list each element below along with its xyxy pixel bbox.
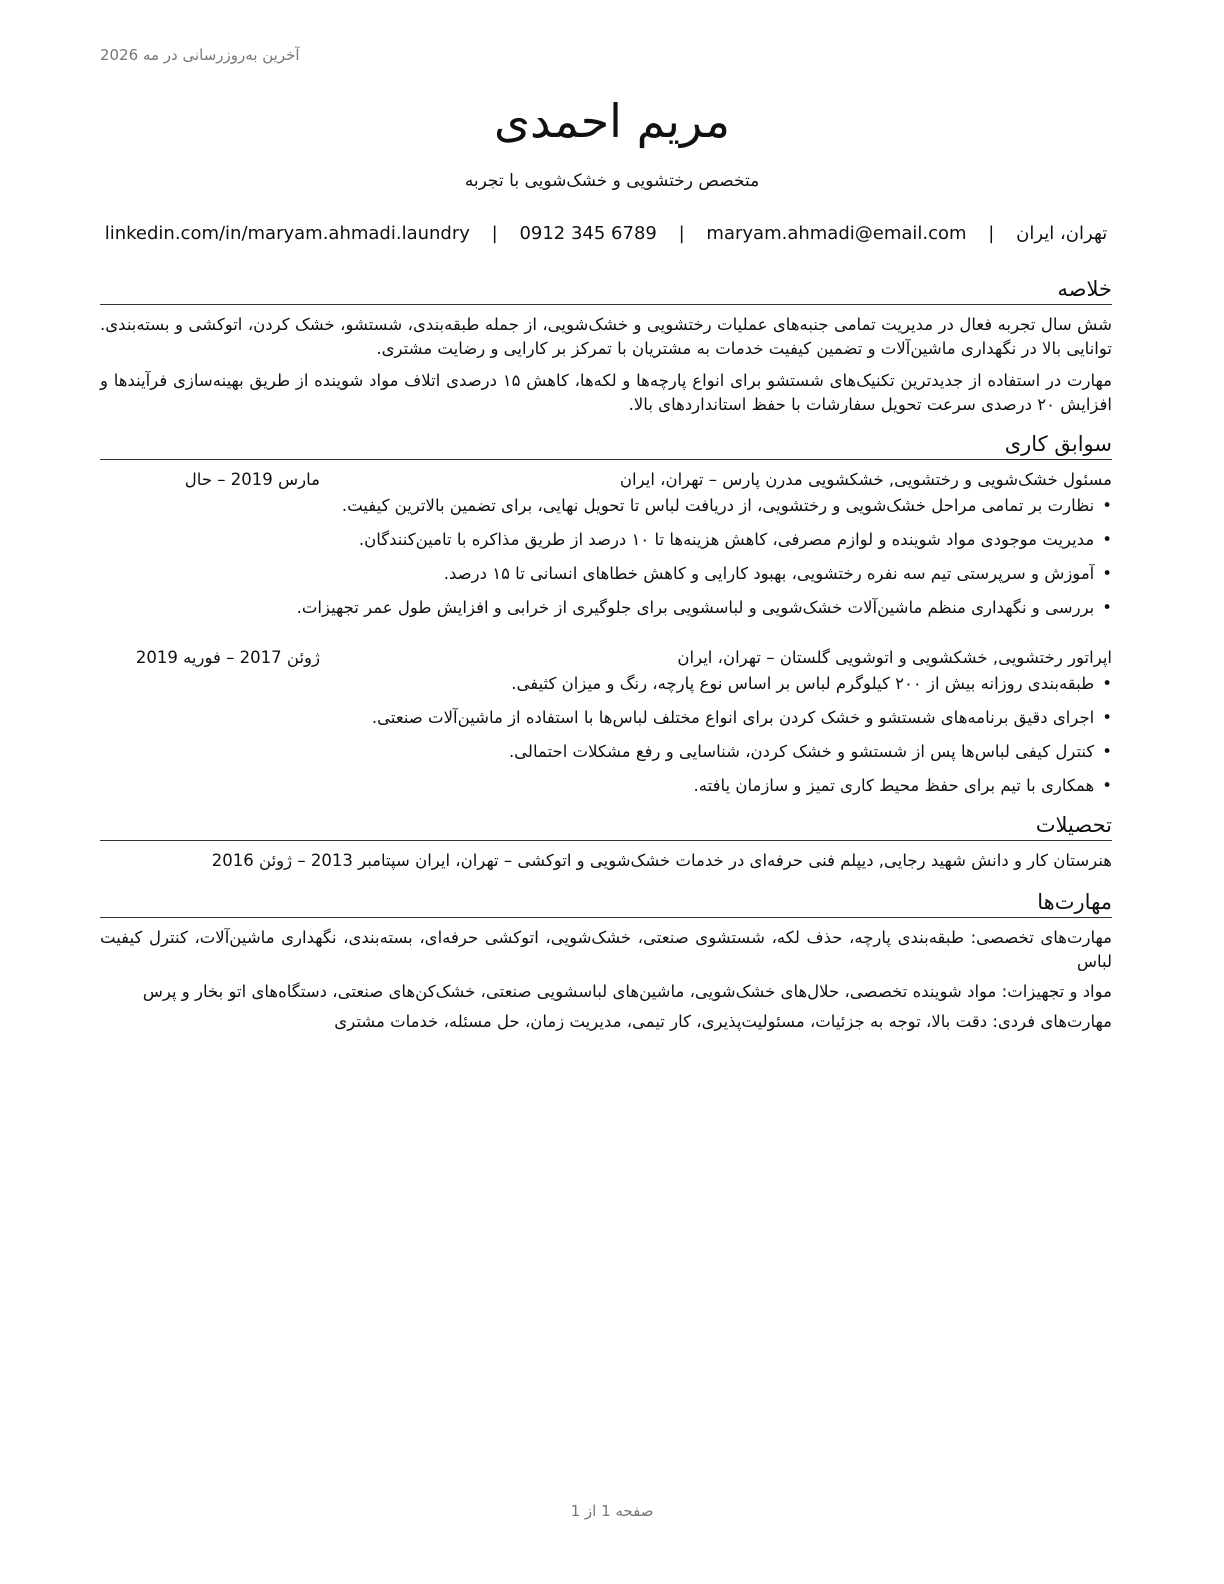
job-dates: مارس 2019 – حال — [184, 470, 320, 489]
job-entry — [100, 646, 1112, 798]
education-entry: هنرستان کار و دانش شهید رجایی, دیپلم فنی حرفه‌ای در خدمات خشک‌شویی و اتوکشی – تهران، ایران سپتامبر 2013 – ژوئن 2016 — [211, 851, 1112, 870]
contact-separator: | — [491, 223, 498, 244]
summary-section — [100, 274, 1112, 417]
education-section — [100, 810, 1112, 873]
candidate-name: مریم احمدی — [493, 94, 731, 148]
job-bullet: • آموزش و سرپرستی تیم سه نفره رختشویی، بهبود کارایی و کاهش خطاهای انسانی تا ۱۵ درصد. — [100, 562, 1112, 586]
job-bullet: • نظارت بر تمامی مراحل خشک‌شویی و رختشویی، از دریافت لباس تا تحویل نهایی، برای تضمین بالاترین کیفیت. — [100, 494, 1112, 518]
section-heading-education: تحصیلات — [100, 810, 1112, 841]
skills-section — [100, 887, 1112, 1034]
job-bullet: • مدیریت موجودی مواد شوینده و لوازم مصرفی، کاهش هزینه‌ها تا ۱۰ درصد از طریق مذاکره با تامین‌کنندگان. — [100, 528, 1112, 552]
job-bullet: • همکاری با تیم برای حفظ محیط کاری تمیز و سازمان یافته. — [100, 774, 1112, 798]
contact-location: تهران، ایران — [1016, 223, 1108, 244]
job-header — [100, 468, 1112, 492]
professional-title: متخصص رختشویی و خشک‌شویی با تجربه — [464, 171, 760, 191]
page-number: صفحه 1 از 1 — [570, 1502, 654, 1520]
job-title-company: مسئول خشک‌شویی و رختشویی, خشکشویی مدرن پارس – تهران، ایران — [619, 470, 1112, 489]
job-bullet: • طبقه‌بندی روزانه بیش از ۲۰۰ کیلوگرم لباس بر اساس نوع پارچه، رنگ و میزان کثیفی. — [100, 672, 1112, 696]
job-title-company: اپراتور رختشویی, خشکشویی و اتوشویی گلستان – تهران، ایران — [677, 648, 1112, 667]
contact-linkedin[interactable]: linkedin.com/in/maryam.ahmadi.laundry — [104, 223, 470, 244]
section-heading-skills: مهارت‌ها — [100, 887, 1112, 918]
contact-phone[interactable]: 0912 345 6789 — [519, 223, 657, 244]
summary-paragraph: مهارت در استفاده از جدیدترین تکنیک‌های شستشو برای انواع پارچه‌ها و لکه‌ها، کاهش ۱۵ درصدی اتلاف مواد شوینده از طریق بهینه‌سازی فرآیندها و افزایش ۲۰ درصدی سرعت تحویل سفارشات با حفظ استانداردهای بالا. — [100, 371, 1112, 414]
contact-separator: | — [678, 223, 685, 244]
skills-line: مهارت‌های فردی: دقت بالا، توجه به جزئیات، مسئولیت‌پذیری، کار تیمی، مدیریت زمان، حل مسئله، خدمات مشتری — [334, 1012, 1112, 1031]
job-bullets — [100, 672, 1112, 798]
contact-email[interactable]: maryam.ahmadi@email.com — [706, 223, 967, 244]
contact-line — [100, 223, 1112, 244]
job-bullet: • کنترل کیفی لباس‌ها پس از شستشو و خشک کردن، شناسایی و رفع مشکلات احتمالی. — [100, 740, 1112, 764]
section-heading-summary: خلاصه — [100, 274, 1112, 305]
last-updated-note: آخرین به‌روزرسانی در مه 2026 — [100, 46, 300, 64]
job-header — [100, 646, 1112, 670]
experience-section — [100, 429, 1112, 798]
section-heading-experience: سوابق کاری — [100, 429, 1112, 460]
spacer — [100, 630, 1112, 642]
job-bullet: • بررسی و نگهداری منظم ماشین‌آلات خشک‌شویی و لباسشویی برای جلوگیری از خرابی و افزایش طول عمر تجهیزات. — [100, 596, 1112, 620]
skills-line: مواد و تجهیزات: مواد شوینده تخصصی، حلال‌های خشک‌شویی، ماشین‌های لباسشویی صنعتی، خشک‌کن‌های صنعتی، دستگاه‌های اتو بخار و پرس — [142, 982, 1112, 1001]
resume-body — [100, 274, 1112, 1046]
job-bullets — [100, 494, 1112, 620]
summary-paragraph: شش سال تجربه فعال در مدیریت تمامی جنبه‌های عملیات رختشویی و خشک‌شویی، از جمله طبقه‌بندی، شستشو، خشک کردن، اتوکشی و بسته‌بندی. توانایی بالا در نگهداری ماشین‌آلات و تضمین کیفیت خدمات به مشتریان با تمرکز بر کارایی و رضایت مشتری. — [100, 315, 1112, 358]
job-bullet: • اجرای دقیق برنامه‌های شستشو و خشک کردن برای انواع مختلف لباس‌ها با استفاده از ماشین‌آلات صنعتی. — [100, 706, 1112, 730]
job-dates: ژوئن 2017 – فوریه 2019 — [135, 648, 320, 667]
skills-line: مهارت‌های تخصصی: طبقه‌بندی پارچه، حذف لکه، شستشوی صنعتی، خشک‌شویی، اتوکشی حرفه‌ای، بسته‌بندی، نگهداری ماشین‌آلات، کنترل کیفیت لباس — [100, 928, 1112, 971]
job-entry — [100, 468, 1112, 620]
contact-separator: | — [988, 223, 995, 244]
